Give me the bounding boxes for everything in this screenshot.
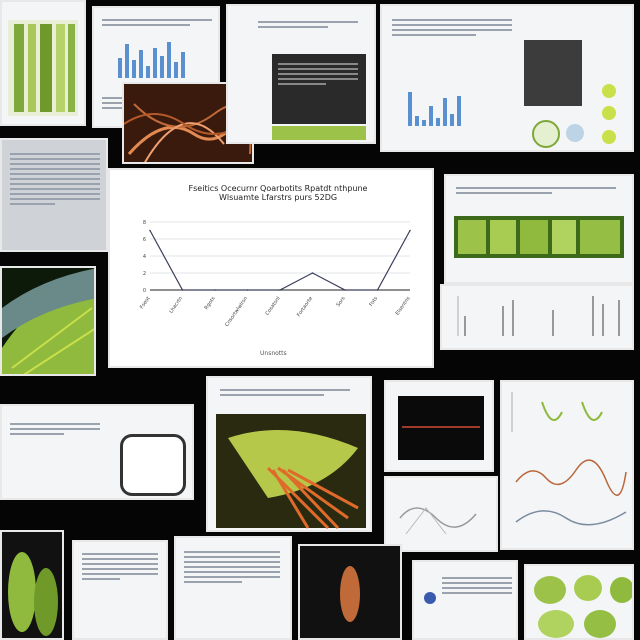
y-tick-label: 0 [142, 288, 146, 294]
green-strip [272, 126, 366, 140]
circle-icon [602, 84, 616, 98]
data-point [377, 289, 379, 291]
tile-line-charts [500, 380, 634, 550]
tile-specimen [298, 544, 402, 640]
dark-screen [272, 54, 366, 124]
green-cells-image [446, 176, 634, 284]
tile-sparse-bars [440, 284, 634, 350]
data-point [149, 230, 151, 232]
dark-monitor [398, 396, 484, 460]
circle-icon [532, 120, 560, 148]
y-tick-label: 4 [142, 254, 146, 260]
tile-dark-screen [384, 380, 494, 472]
tile-green-leaves [0, 530, 64, 640]
x-tick-label: Lhacrtn [168, 295, 185, 315]
circle-icon [602, 106, 616, 120]
tile-leaf-texture [0, 266, 96, 376]
data-point [409, 230, 411, 232]
sparse-bar-chart [442, 286, 634, 350]
tile-plant-stems [0, 0, 86, 126]
dashboard-photo [524, 40, 582, 106]
specimen-image [300, 546, 402, 640]
y-tick-label: 2 [142, 271, 146, 277]
tile-dashboard [380, 4, 634, 152]
green-cells-image [526, 566, 634, 640]
data-point [214, 289, 216, 291]
x-tick-label: Fseot [138, 295, 152, 311]
chart-title: Fseitics Ocecurnr Qoarbotits Rpatdt nthpune Wlsuamte Lfarstrs purs 52DG [188, 184, 368, 202]
tile-report-a [72, 540, 168, 640]
x-tick-label: Cnsortwlwlrsn [224, 295, 250, 328]
circle-icon [424, 592, 436, 604]
x-tick-label: Rgots [203, 295, 217, 311]
data-point [247, 289, 249, 291]
x-tick-label: Sors [335, 295, 347, 309]
tile-orange-spines [206, 376, 372, 532]
leaf-texture-image [2, 268, 96, 376]
y-tick-label: 8 [142, 220, 146, 226]
tile-small-sketch [384, 476, 498, 552]
tile-report-c [412, 560, 518, 640]
x-tick-label: Cosatsnl [264, 295, 282, 317]
x-tick-label: Fortaorte [296, 295, 315, 318]
sketch-image [386, 478, 498, 552]
device-icon [120, 434, 186, 496]
tile-report-b [174, 536, 292, 640]
tile-green-cells [524, 564, 634, 640]
x-axis-caption: Unsnotts [260, 350, 287, 357]
data-point [312, 272, 314, 274]
x-tick-label: Elsentns [394, 295, 412, 317]
plant-stems-image [2, 2, 86, 126]
green-leaves-image [2, 532, 64, 640]
data-point [182, 289, 184, 291]
data-point [344, 289, 346, 291]
y-tick-label: 6 [142, 237, 146, 243]
tile-text-doc [0, 138, 108, 252]
tile-center-chart [108, 168, 434, 368]
tile-green-strip [444, 174, 634, 284]
dashboard-bars [408, 86, 461, 126]
mini-line-charts [502, 382, 634, 550]
line-chart [110, 170, 432, 366]
tile-device [0, 404, 194, 500]
report-bars [118, 38, 185, 78]
circle-icon [566, 124, 584, 142]
data-point [279, 289, 281, 291]
x-tick-label: Fots [368, 295, 380, 308]
circle-icon [602, 130, 616, 144]
tile-dark-panel [226, 4, 376, 144]
spines-image [208, 378, 372, 532]
